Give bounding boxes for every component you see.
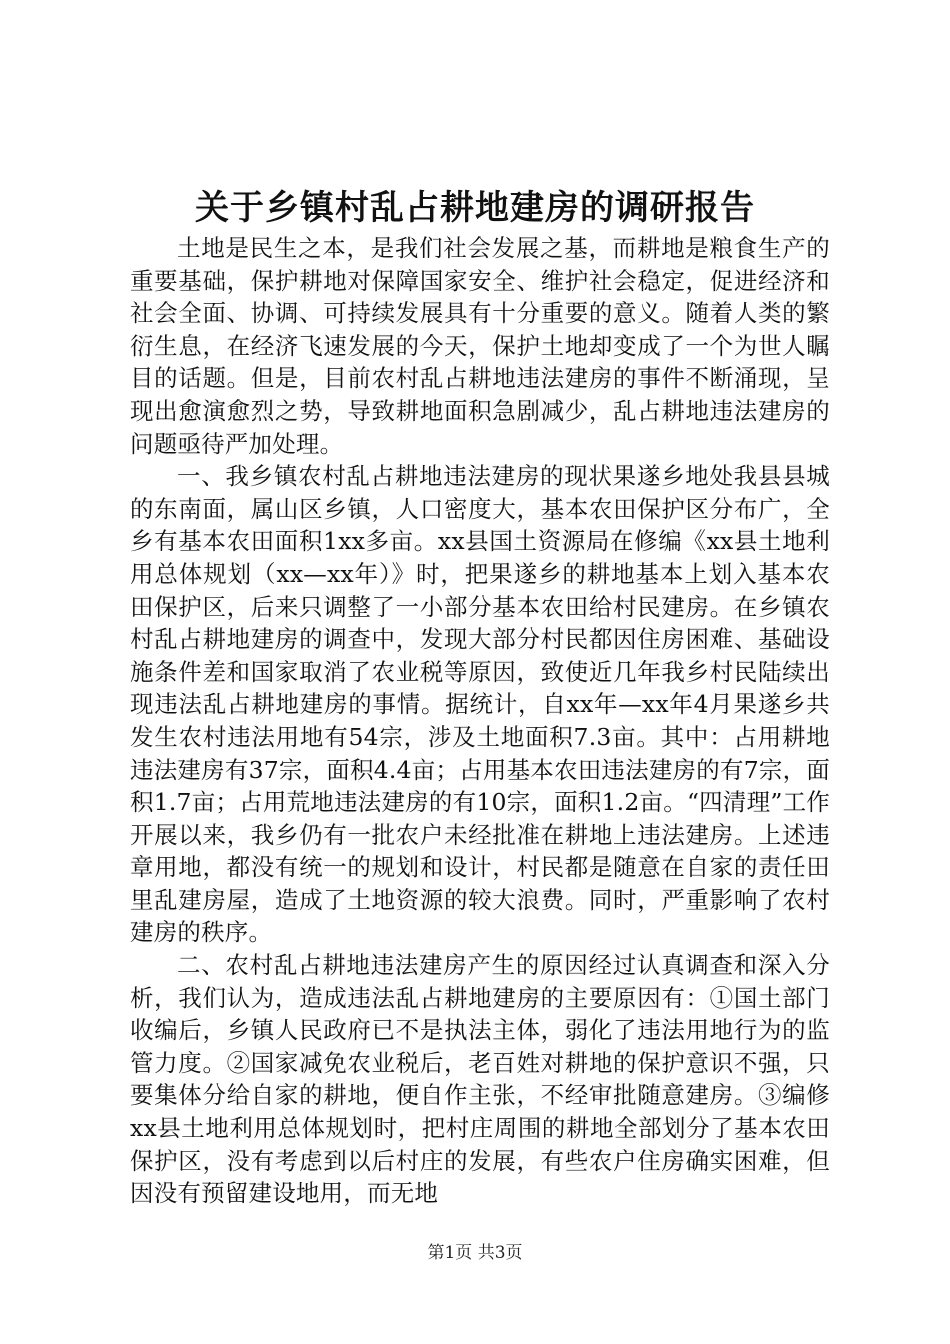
paragraph-section-two: 二、农村乱占耕地违法建房产生的原因经过认真调查和深入分析，我们认为，造成违法乱占耕地建房的主要原因有：①国土部门收编后，乡镇人民政府已不是执法主体，弱化了违法用地行为的监管力度。②国家减免农业税后，老百姓对耕地的保护意识不强，只要集体分给自家的耕地，便自作主张，不经审批随意建房。③编修xx县土地利用总体规划时，把村庄周围的耕地全部划分了基本农田保护区，没有考虑到以后村庄的发展，有些农户住房确实困难，但因没有预留建设地用，而无地	[130, 951, 830, 1208]
document-body	[130, 232, 830, 1210]
paragraph-intro: 土地是民生之本，是我们社会发展之基，而耕地是粮食生产的重要基础，保护耕地对保障国家安全、维护社会稳定，促进经济和社会全面、协调、可持续发展具有十分重要的意义。随着人类的繁衍生息，在经济飞速发展的今天，保护土地却变成了一个为世人瞩目的话题。但是，目前农村乱占耕地违法建房的事件不断涌现，呈现出愈演愈烈之势，导致耕地面积急剧减少，乱占耕地违法建房的问题亟待严加处理。	[130, 234, 830, 458]
paragraph-section-one: 一、我乡镇农村乱占耕地违法建房的现状果遂乡地处我县县城的东南面，属山区乡镇，人口密度大，基本农田保护区分布广，全乡有基本农田面积1xx多亩。xx县国土资源局在修编《xx县土地利用总体规划（xx—xx年）》时，把果遂乡的耕地基本上划入基本农田保护区，后来只调整了一小部分基本农田给村民建房。在乡镇农村乱占耕地建房的调查中，发现大部分村民都因住房困难、基础设施条件差和国家取消了农业税等原因，致使近几年我乡村民陆续出现违法乱占耕地建房的事情。据统计，自xx年—xx年4月果遂乡共发生农村违法用地有54宗，涉及土地面积7.3亩。其中：占用耕地违法建房有37宗，面积4.4亩；占用基本农田违法建房的有7宗，面积1.7亩；占用荒地违法建房的有10宗，面积1.2亩。“四清理”工作开展以来，我乡仍有一批农户未经批准在耕地上违法建房。上述违章用地，都没有统一的规划和设计，村民都是随意在自家的责任田里乱建房屋，造成了土地资源的较大浪费。同时，严重影响了农村建房的秩序。	[130, 462, 830, 947]
document-title: 关于乡镇村乱占耕地建房的调研报告	[195, 188, 755, 228]
page-footer: 第1页 共3页	[427, 1243, 523, 1263]
